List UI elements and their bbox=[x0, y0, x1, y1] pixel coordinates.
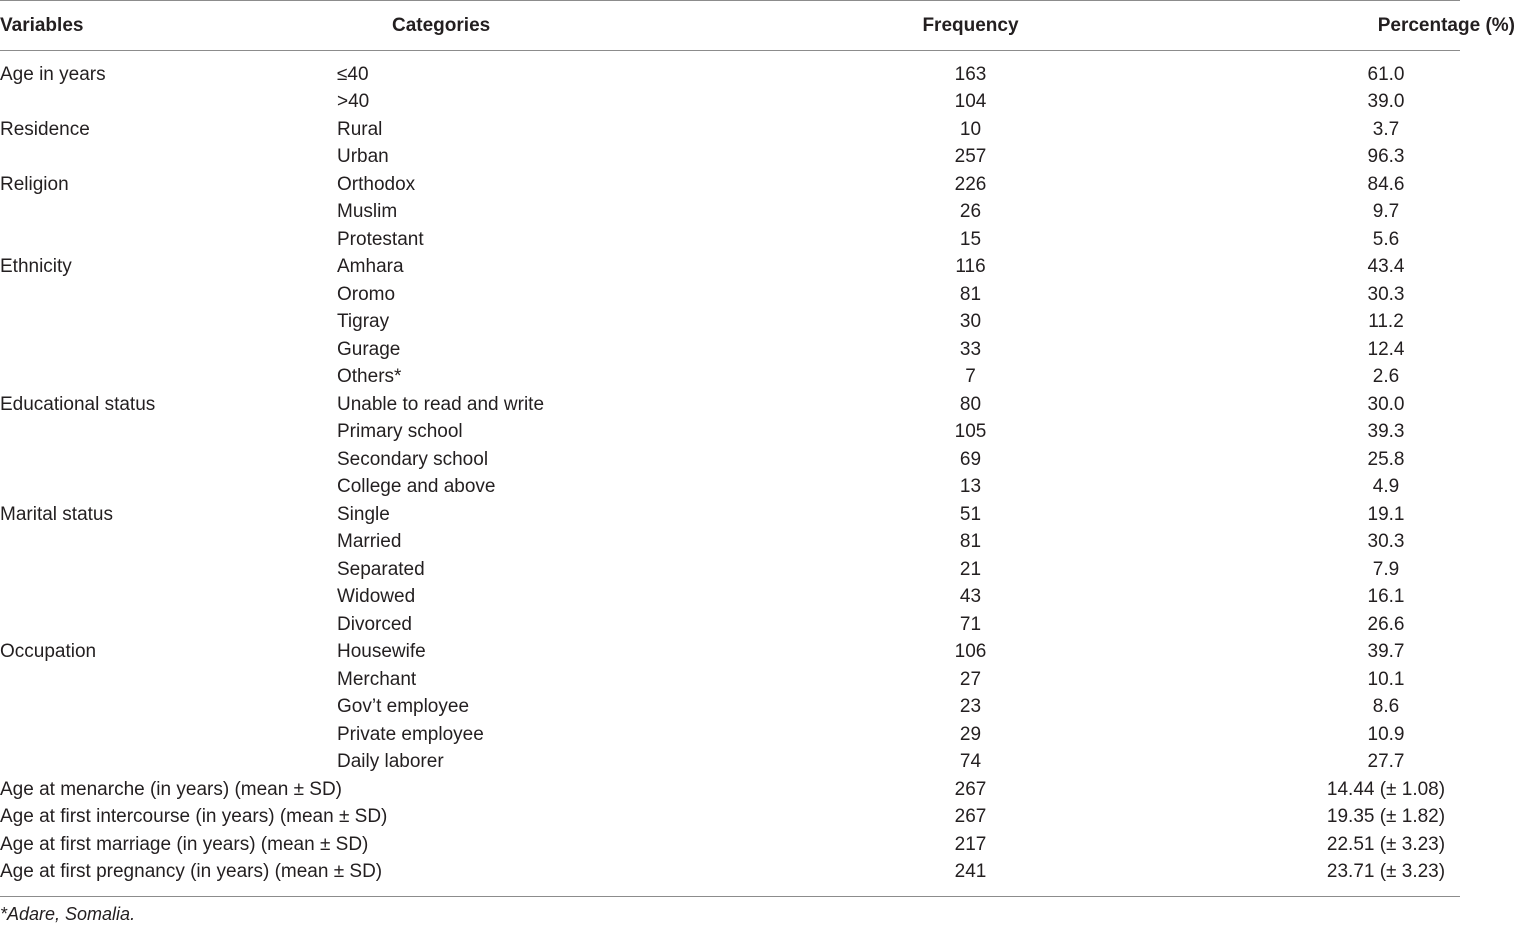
cell-category: ≤40 bbox=[337, 63, 369, 85]
cell-variable bbox=[0, 666, 337, 694]
table-row bbox=[0, 556, 1531, 584]
cell-category: Rural bbox=[337, 118, 383, 140]
cell-percentage: 9.7 bbox=[1372, 201, 1400, 223]
cell-frequency: 116 bbox=[955, 256, 986, 278]
cell-variable bbox=[0, 364, 337, 392]
table-row bbox=[0, 199, 1531, 227]
table-row bbox=[0, 254, 1531, 282]
cell-frequency: 15 bbox=[959, 228, 982, 250]
cell-variable: Educational status bbox=[0, 393, 156, 415]
cell-frequency: 33 bbox=[959, 338, 982, 360]
header-variables: Variables bbox=[0, 14, 84, 36]
cell-frequency: 104 bbox=[954, 91, 987, 113]
cell-frequency: 29 bbox=[959, 723, 982, 745]
cell-percentage: 12.4 bbox=[1367, 338, 1405, 360]
cell-frequency: 105 bbox=[954, 421, 987, 443]
cell-variable bbox=[0, 611, 337, 639]
cell-variable bbox=[0, 226, 337, 254]
cell-category: Housewife bbox=[337, 641, 426, 663]
cell-category: Secondary school bbox=[337, 448, 489, 470]
table-row bbox=[0, 776, 1531, 804]
table-row bbox=[0, 474, 1531, 502]
cell-variable bbox=[0, 281, 337, 309]
cell-category: Urban bbox=[337, 146, 389, 168]
cell-frequency: 80 bbox=[959, 393, 982, 415]
cell-category: Orthodox bbox=[337, 173, 416, 195]
cell-variable bbox=[0, 721, 337, 749]
table-row bbox=[0, 419, 1531, 447]
cell-category: Amhara bbox=[337, 256, 404, 278]
table-row bbox=[0, 281, 1531, 309]
cell-variable bbox=[0, 529, 337, 557]
cell-frequency: 267 bbox=[954, 806, 987, 828]
table-footnote: *Adare, Somalia. bbox=[0, 904, 136, 924]
table-row bbox=[0, 501, 1531, 529]
cell-frequency: 217 bbox=[954, 833, 987, 855]
cell-variable bbox=[0, 694, 337, 722]
cell-variable bbox=[0, 89, 337, 117]
cell-category bbox=[337, 859, 752, 887]
cell-frequency: 267 bbox=[954, 778, 987, 800]
cell-variable: Age at first intercourse (in years) (mean ± SD) bbox=[0, 806, 388, 828]
cell-frequency: 27 bbox=[959, 668, 982, 690]
table-row bbox=[0, 171, 1531, 199]
cell-category: Merchant bbox=[337, 668, 417, 690]
cell-frequency: 74 bbox=[959, 751, 982, 773]
cell-percentage: 11.2 bbox=[1368, 311, 1404, 333]
table-row bbox=[0, 584, 1531, 612]
table-row bbox=[0, 364, 1531, 392]
cell-percentage: 30.3 bbox=[1367, 283, 1405, 305]
table-row bbox=[0, 144, 1531, 172]
cell-percentage: 61.0 bbox=[1367, 63, 1405, 85]
cell-percentage: 39.0 bbox=[1367, 91, 1405, 113]
header-categories: Categories bbox=[392, 14, 491, 36]
table-row bbox=[0, 859, 1531, 887]
cell-percentage: 23.71 (± 3.23) bbox=[1326, 861, 1446, 883]
table-row bbox=[0, 446, 1531, 474]
cell-frequency: 21 bbox=[959, 558, 982, 580]
cell-variable: Age in years bbox=[0, 63, 106, 85]
cell-category bbox=[337, 804, 752, 832]
cell-category: Single bbox=[337, 503, 390, 525]
cell-frequency: 106 bbox=[954, 641, 987, 663]
cell-percentage: 3.7 bbox=[1372, 118, 1400, 140]
cell-percentage: 25.8 bbox=[1367, 448, 1405, 470]
cell-frequency: 10 bbox=[959, 118, 982, 140]
cell-category: Divorced bbox=[337, 613, 412, 635]
cell-percentage: 10.9 bbox=[1367, 723, 1405, 745]
cell-category: College and above bbox=[337, 476, 496, 498]
cell-variable bbox=[0, 584, 337, 612]
table-row bbox=[0, 226, 1531, 254]
cell-category: Primary school bbox=[337, 421, 463, 443]
table-row bbox=[0, 804, 1531, 832]
cell-category: Muslim bbox=[337, 201, 398, 223]
table-row bbox=[0, 639, 1531, 667]
cell-percentage: 30.0 bbox=[1367, 393, 1405, 415]
cell-frequency: 7 bbox=[965, 366, 976, 388]
header-frequency: Frequency bbox=[922, 14, 1019, 36]
cell-frequency: 13 bbox=[959, 476, 982, 498]
cell-variable bbox=[0, 749, 337, 777]
cell-category: Oromo bbox=[337, 283, 396, 305]
cell-frequency: 226 bbox=[954, 173, 987, 195]
table-row bbox=[0, 116, 1531, 144]
cell-percentage: 26.6 bbox=[1367, 613, 1405, 635]
cell-frequency: 241 bbox=[954, 861, 987, 883]
cell-percentage: 2.6 bbox=[1372, 366, 1400, 388]
table-row bbox=[0, 611, 1531, 639]
cell-percentage: 16.1 bbox=[1367, 586, 1405, 608]
cell-category: Married bbox=[337, 531, 402, 553]
cell-percentage: 10.1 bbox=[1367, 668, 1405, 690]
cell-category bbox=[337, 776, 752, 804]
cell-percentage: 19.1 bbox=[1367, 503, 1405, 525]
cell-frequency: 30 bbox=[959, 311, 982, 333]
cell-frequency: 257 bbox=[954, 146, 987, 168]
table-row bbox=[0, 694, 1531, 722]
cell-frequency: 26 bbox=[959, 201, 982, 223]
cell-percentage: 7.9 bbox=[1372, 558, 1400, 580]
cell-percentage: 43.4 bbox=[1367, 256, 1405, 278]
cell-variable: Religion bbox=[0, 173, 69, 195]
table-row bbox=[0, 391, 1531, 419]
cell-category: Gov’t employee bbox=[337, 696, 470, 718]
cell-variable bbox=[0, 474, 337, 502]
cell-frequency: 23 bbox=[959, 696, 982, 718]
cell-percentage: 30.3 bbox=[1367, 531, 1405, 553]
cell-percentage: 5.6 bbox=[1372, 228, 1400, 250]
header-percentage: Percentage (%) bbox=[1377, 14, 1515, 36]
cell-percentage: 14.44 (± 1.08) bbox=[1326, 778, 1446, 800]
cell-percentage: 39.3 bbox=[1367, 421, 1405, 443]
cell-percentage: 8.6 bbox=[1372, 696, 1400, 718]
cell-percentage: 22.51 (± 3.23) bbox=[1326, 833, 1446, 855]
cell-variable bbox=[0, 199, 337, 227]
cell-category: Gurage bbox=[337, 338, 401, 360]
cell-percentage: 19.35 (± 1.82) bbox=[1326, 806, 1446, 828]
table-row bbox=[0, 51, 1531, 89]
table-bottom-rule bbox=[0, 896, 1460, 897]
table-row bbox=[0, 721, 1531, 749]
cell-frequency: 69 bbox=[959, 448, 982, 470]
cell-variable: Occupation bbox=[0, 641, 97, 663]
cell-category: Others* bbox=[337, 366, 402, 388]
table-row bbox=[0, 831, 1531, 859]
cell-category: >40 bbox=[337, 91, 370, 113]
table-row bbox=[0, 89, 1531, 117]
table-row bbox=[0, 749, 1531, 777]
cell-percentage: 4.9 bbox=[1372, 476, 1400, 498]
cell-variable: Ethnicity bbox=[0, 256, 72, 278]
cell-percentage: 39.7 bbox=[1367, 641, 1405, 663]
cell-category bbox=[337, 831, 752, 859]
cell-category: Protestant bbox=[337, 228, 424, 250]
cell-variable bbox=[0, 446, 337, 474]
table-row bbox=[0, 529, 1531, 557]
table-row bbox=[0, 309, 1531, 337]
cell-variable bbox=[0, 556, 337, 584]
table-row bbox=[0, 336, 1531, 364]
cell-category: Tigray bbox=[337, 311, 390, 333]
cell-variable bbox=[0, 309, 337, 337]
table-body bbox=[0, 51, 1531, 886]
cell-variable: Residence bbox=[0, 118, 90, 140]
cell-frequency: 51 bbox=[959, 503, 982, 525]
table-row bbox=[0, 666, 1531, 694]
cell-variable: Age at menarche (in years) (mean ± SD) bbox=[0, 778, 342, 800]
cell-variable bbox=[0, 336, 337, 364]
cell-category: Widowed bbox=[337, 586, 416, 608]
cell-category: Private employee bbox=[337, 723, 484, 745]
cell-percentage: 96.3 bbox=[1367, 146, 1405, 168]
cell-category: Daily laborer bbox=[337, 751, 444, 773]
cell-frequency: 81 bbox=[959, 283, 982, 305]
cell-variable: Age at first pregnancy (in years) (mean ± SD) bbox=[0, 861, 383, 883]
cell-percentage: 84.6 bbox=[1367, 173, 1405, 195]
cell-frequency: 43 bbox=[959, 586, 982, 608]
cell-category: Unable to read and write bbox=[337, 393, 545, 415]
cell-percentage: 27.7 bbox=[1367, 751, 1405, 773]
cell-frequency: 163 bbox=[954, 63, 987, 85]
table-header-row bbox=[0, 0, 1531, 51]
cell-frequency: 71 bbox=[959, 613, 982, 635]
cell-variable: Marital status bbox=[0, 503, 113, 525]
cell-frequency: 81 bbox=[959, 531, 982, 553]
cell-variable bbox=[0, 144, 337, 172]
cell-variable bbox=[0, 419, 337, 447]
cell-variable: Age at first marriage (in years) (mean ± SD) bbox=[0, 833, 369, 855]
cell-category: Separated bbox=[337, 558, 425, 580]
